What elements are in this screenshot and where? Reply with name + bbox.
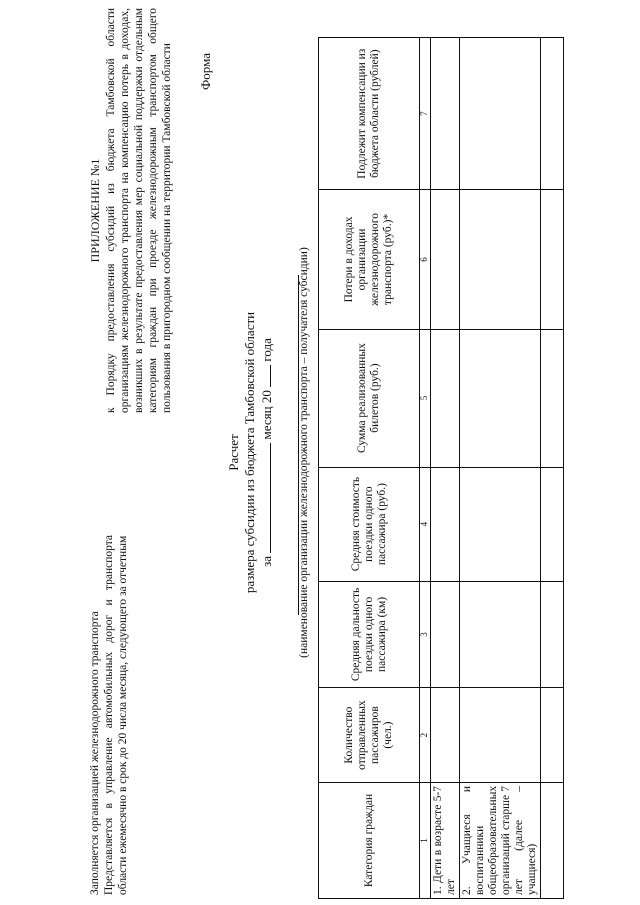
table-header-row [319,38,420,899]
period-year: года [259,338,274,362]
appendix-block [88,8,174,413]
filled-note-line2: Представляется в управление автомобильных дорог и транспорта области ежемесячно в срок до 20 числа месяца, следующего за отчетным [103,535,129,895]
column-number: 3 [420,581,431,688]
organization-caption: (наименование организации железнодорожного транспорта – получателя субсидии) [298,247,310,658]
column-number: 6 [420,190,431,329]
period-month-blank [258,443,271,553]
calculation-period-line [258,0,275,905]
period-month: месяц 20 [259,390,274,440]
table-row [460,38,541,899]
row-category: 2. Учащиеся и воспитанники общеобразовательных организаций старше 7 лет (далее – учащиеся) [460,782,541,898]
header-compensation: Подлежит компенсации из бюджета области (рублей) [319,38,420,190]
header-category: Категория граждан [319,782,420,898]
table-number-row [420,38,431,899]
table-cell [431,467,460,581]
table-cell [541,190,564,329]
subsidy-table [318,37,564,899]
table-cell [460,688,541,783]
calculation-title-line2: размера субсидии из бюджета Тамбовской области [242,311,257,594]
row-category: 1. Дети в возрасте 5-7 лет [431,782,460,898]
table-cell [541,467,564,581]
calculation-title [226,0,275,905]
table-row [431,38,460,899]
table-cell [541,581,564,688]
table-cell [460,38,541,190]
header-passengers: Количество отправленных пассажиров (чел.) [319,688,420,783]
table-cell [431,329,460,467]
table-cell [431,688,460,783]
table-cell [431,581,460,688]
filled-note [88,535,130,895]
column-number: 4 [420,467,431,581]
table-cell [460,581,541,688]
column-number: 1 [420,782,431,898]
table-cell [541,688,564,783]
table-cell [541,329,564,467]
period-za: за [259,555,274,567]
header-avg-cost: Средняя стоимость поездки одного пассажира (руб.) [319,467,420,581]
calculation-title-line1: Расчет [226,434,241,471]
table-cell [541,38,564,190]
header-losses: Потери в доходах организации железнодорожного транспорта (руб.)* [319,190,420,329]
table-cell [460,467,541,581]
header-tickets-sum: Сумма реализованных билетов (руб.) [319,329,420,467]
column-number: 5 [420,329,431,467]
column-number: 2 [420,688,431,783]
table-cell [431,38,460,190]
table-row [541,38,564,899]
table-cell [431,190,460,329]
appendix-text: к Порядку предоставления субсидий из бюджета Тамбовской области организациям железнодорожного транспорта на компенсацию потерь в доходах, возникших в результате предоставления мер социальной поддержки отдельным категориям граждан при проезде железнодорожным транспортом общего пользования в пригородном сообщении на территории Тамбовской области [105,8,173,413]
row-category [541,782,564,898]
period-year-blank [258,365,271,387]
table-cell [460,190,541,329]
filled-note-line1: Заполняется организацией железнодорожного транспорта [89,611,101,895]
column-number: 7 [420,38,431,190]
header-distance: Средняя дальность поездки одного пассажира (км) [319,581,420,688]
appendix-title: ПРИЛОЖЕНИЕ №1 [88,158,102,263]
table-cell [460,329,541,467]
form-label: Форма [198,53,213,90]
